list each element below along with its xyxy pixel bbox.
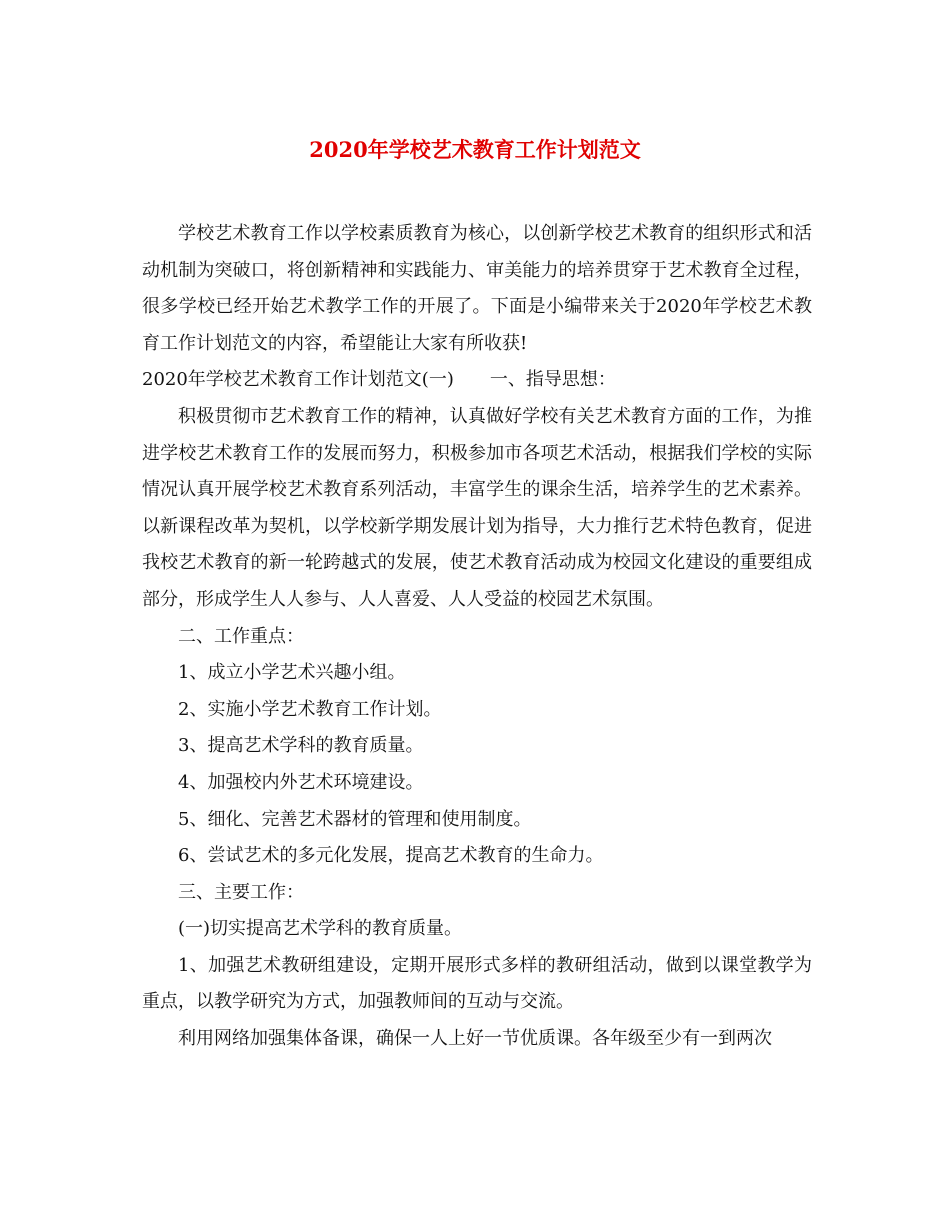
- intro-paragraph: 学校艺术教育工作以学校素质教育为核心，以创新学校艺术教育的组织形式和活动机制为突破口，将创新精神和实践能力、审美能力的培养贯穿于艺术教育全过程，很多学校已经开始艺术教学工作的开展了。下面是小编带来关于2020年学校艺术教育工作计划范文的内容，希望能让大家有所收获!: [142, 223, 812, 354]
- section-title: 2020年学校艺术教育工作计划范文(一): [142, 369, 454, 391]
- heading-work-focus: 二、工作重点：: [178, 625, 304, 647]
- main-work-paragraph-2: 利用网络加强集体备课，确保一人上好一节优质课。各年级至少有一到两次: [178, 1028, 772, 1050]
- focus-item: 6、尝试艺术的多元化发展，提高艺术教育的生命力。: [178, 845, 604, 867]
- focus-item: 1、成立小学艺术兴趣小组。: [178, 662, 406, 684]
- heading-main-work: 三、主要工作：: [178, 881, 304, 903]
- focus-item: 5、细化、完善艺术器材的管理和使用制度。: [178, 808, 532, 830]
- sub-heading-quality: (一)切实提高艺术学科的教育质量。: [178, 918, 463, 940]
- focus-item: 2、实施小学艺术教育工作计划。: [178, 698, 442, 720]
- guiding-ideology-paragraph: 积极贯彻市艺术教育工作的精神，认真做好学校有关艺术教育方面的工作，为推进学校艺术教育工作的发展而努力，积极参加市各项艺术活动，根据我们学校的实际情况认真开展学校艺术教育系列活动，丰富学生的课余生活，培养学生的艺术素养。以新课程改革为契机，以学校新学期发展计划为指导，大力推行艺术特色教育，促进我校艺术教育的新一轮跨越式的发展，使艺术教育活动成为校园文化建设的重要组成部分，形成学生人人参与、人人喜爱、人人受益的校园艺术氛围。: [142, 405, 812, 610]
- main-work-paragraph-1: 1、加强艺术教研组建设，定期开展形式多样的教研组活动，做到以课堂教学为重点，以教学研究为方式，加强教师间的互动与交流。: [142, 954, 812, 1013]
- focus-item: 3、提高艺术学科的教育质量。: [178, 735, 424, 757]
- document-title: 2020年学校艺术教育工作计划范文: [309, 137, 641, 162]
- document-body: [142, 216, 812, 1058]
- heading-guiding-ideology: 一、指导思想：: [489, 369, 616, 391]
- focus-item: 4、加强校内外艺术环境建设。: [178, 771, 424, 793]
- section-title-line: [142, 362, 812, 399]
